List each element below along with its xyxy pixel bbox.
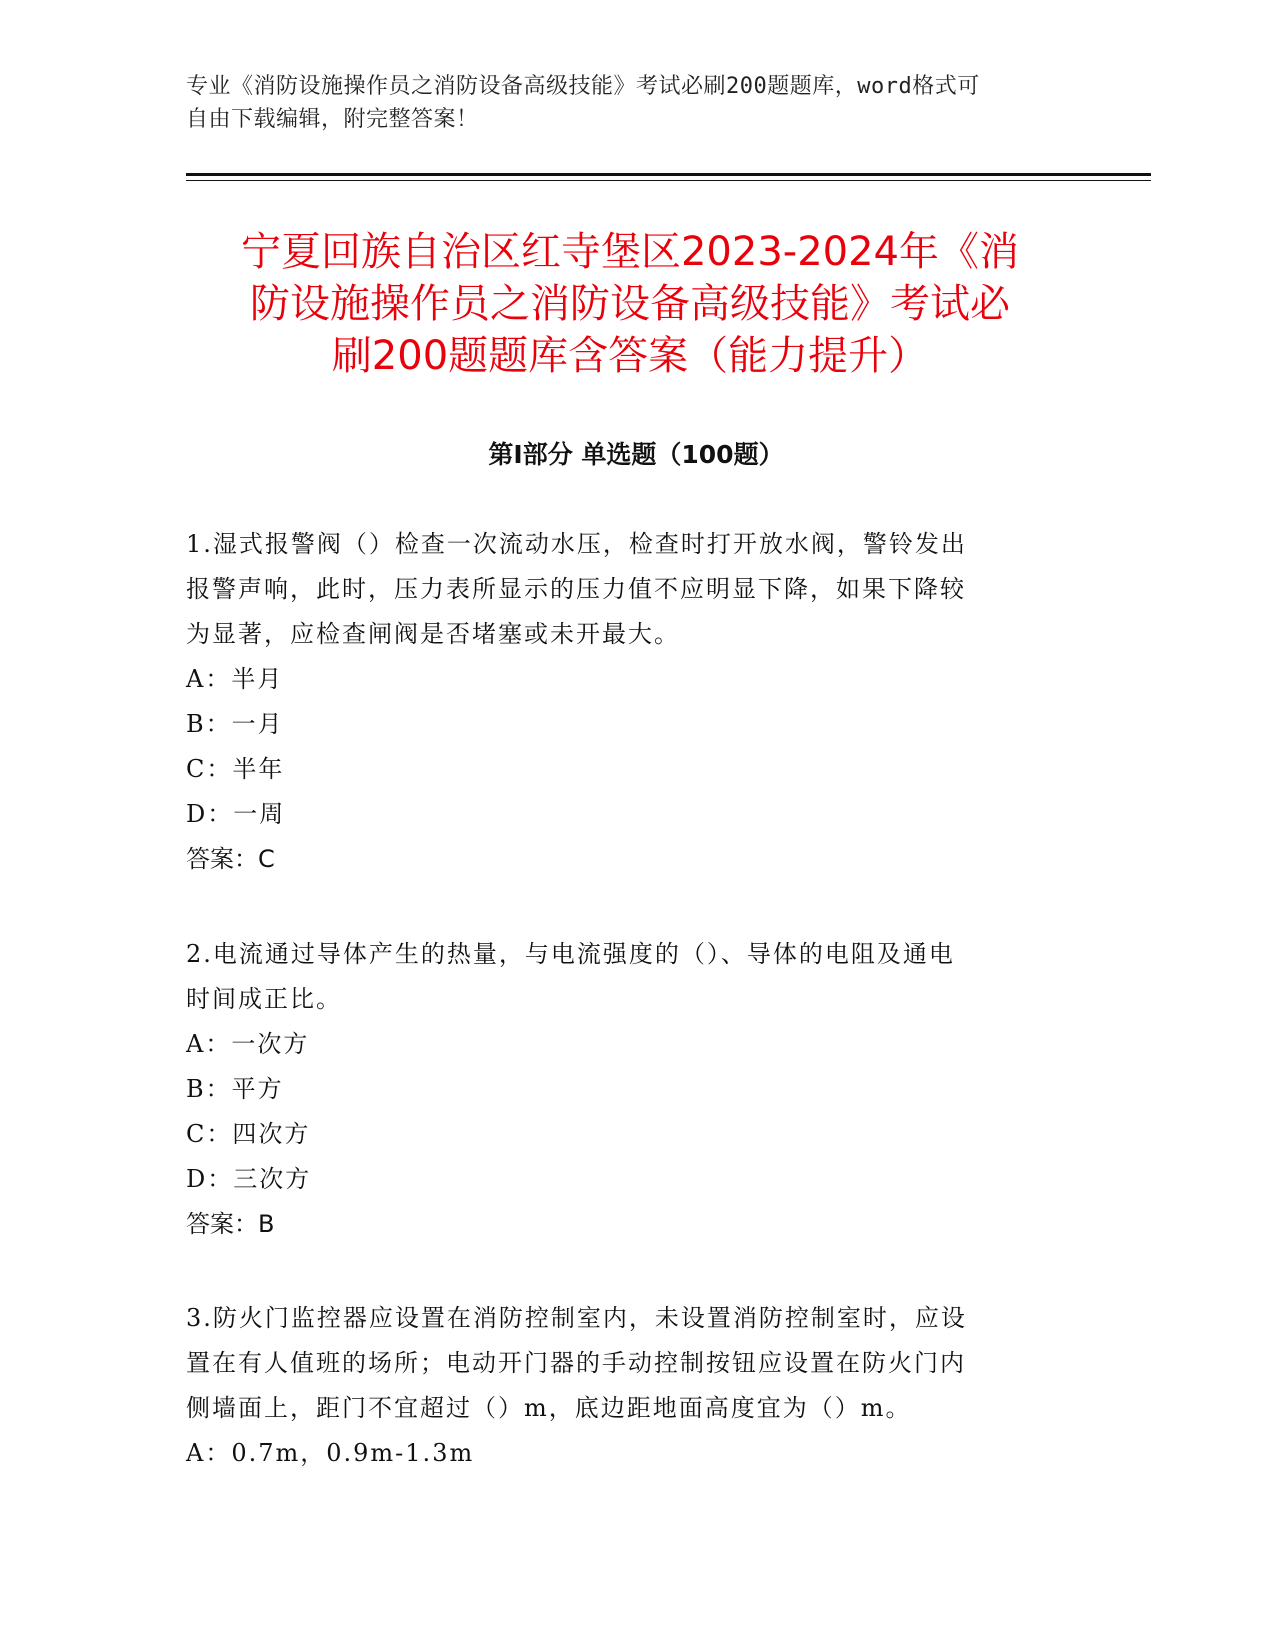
question-stem-line: 侧墙面上，距门不宜超过（）m，底边距地面高度宜为（）m。: [186, 1394, 912, 1422]
option-c: C：半年: [186, 755, 285, 783]
option-b: B：平方: [186, 1075, 284, 1103]
answer-label: 答案：C: [186, 845, 275, 873]
question-stem-line: 为显著，应检查闸阀是否堵塞或未开最大。: [186, 620, 680, 648]
question-3: [186, 1296, 1056, 1476]
answer-label: 答案：B: [186, 1210, 275, 1238]
document-title-line-2: 防设施操作员之消防设备高级技能》考试必: [250, 281, 1010, 327]
document-title-line-3: 刷200题题库含答案（能力提升）: [331, 333, 929, 379]
option-a: A：半月: [186, 665, 284, 693]
header-note: [186, 70, 1086, 136]
option-b: B：一月: [186, 710, 284, 738]
document-title: [190, 226, 1070, 382]
question-1: [186, 522, 1056, 882]
option-a: A：0.7m，0.9m-1.3m: [186, 1439, 475, 1467]
section-heading: 第Ⅰ部分 单选题（100题）: [488, 440, 784, 469]
question-stem-line: 3.防火门监控器应设置在消防控制室内，未设置消防控制室时，应设: [186, 1304, 967, 1332]
document-title-line-1: 宁夏回族自治区红寺堡区2023-2024年《消: [240, 229, 1020, 275]
header-divider-thin: [186, 180, 1151, 181]
header-note-line-2: 自由下载编辑，附完整答案！: [186, 107, 479, 132]
question-stem-line: 1.湿式报警阀（）检查一次流动水压，检查时打开放水阀，警铃发出: [186, 530, 967, 558]
option-d: D：三次方: [186, 1165, 312, 1193]
option-a: A：一次方: [186, 1030, 310, 1058]
header-note-line-1: 专业《消防设施操作员之消防设备高级技能》考试必刷200题题库，word格式可: [186, 74, 980, 99]
question-stem-line: 报警声响，此时，压力表所显示的压力值不应明显下降，如果下降较: [186, 575, 966, 603]
question-stem-line: 时间成正比。: [186, 985, 342, 1013]
question-stem-line: 2.电流通过导体产生的热量，与电流强度的（）、导体的电阻及通电: [186, 940, 955, 968]
option-c: C：四次方: [186, 1120, 311, 1148]
option-d: D：一周: [186, 800, 286, 828]
question-stem-line: 置在有人值班的场所；电动开门器的手动控制按钮应设置在防火门内: [186, 1349, 966, 1377]
header-divider-thick: [186, 173, 1151, 176]
question-2: [186, 932, 1056, 1247]
